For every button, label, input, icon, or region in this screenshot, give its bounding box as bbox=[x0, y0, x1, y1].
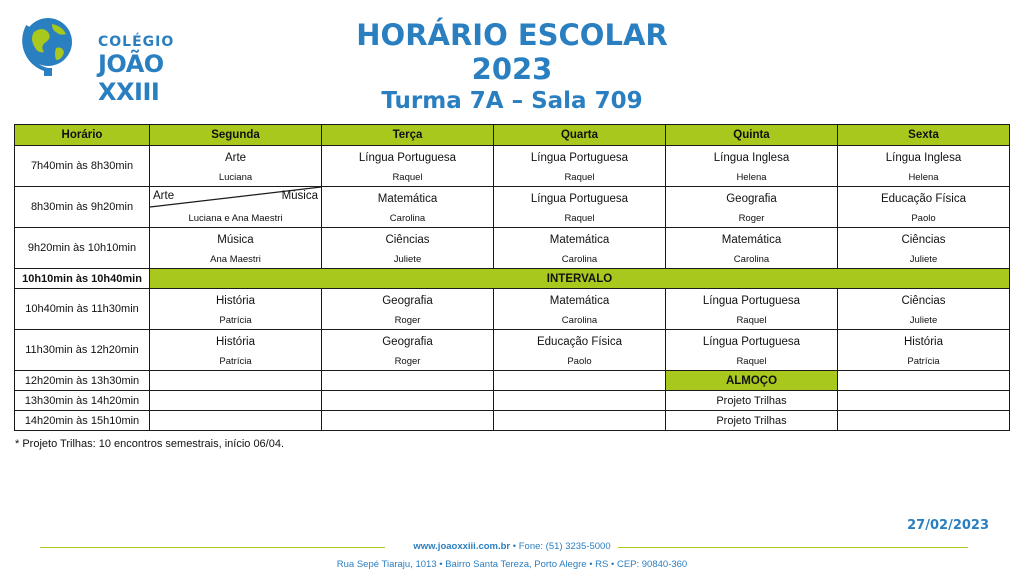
schedule-cell bbox=[150, 330, 322, 371]
empty-cell bbox=[322, 411, 494, 431]
schedule-cell bbox=[494, 289, 666, 330]
schedule-cell bbox=[666, 228, 838, 269]
teacher: Juliete bbox=[909, 314, 938, 326]
teacher: Roger bbox=[394, 355, 421, 367]
subject: Arte bbox=[224, 151, 247, 164]
time-cell: 14h20min às 15h10min bbox=[15, 411, 150, 431]
schedule-cell bbox=[666, 289, 838, 330]
split-subject-left: Arte bbox=[153, 190, 175, 202]
empty-cell bbox=[150, 391, 322, 411]
table-row bbox=[15, 371, 1010, 391]
page-subtitle-text: Turma 7A – Sala 709 bbox=[381, 88, 643, 114]
teacher: Carolina bbox=[389, 212, 426, 224]
footer-address: Rua Sepé Tiaraju, 1013 • Bairro Santa Tereza, Porto Alegre • RS • CEP: 90840-360 bbox=[336, 559, 688, 570]
page-subtitle bbox=[312, 86, 712, 116]
time-cell: 7h40min às 8h30min bbox=[15, 146, 150, 187]
globe-logo-icon bbox=[20, 12, 90, 78]
teacher: Ana Maestri bbox=[210, 253, 261, 265]
interval-cell: INTERVALO bbox=[150, 269, 1010, 289]
subject: Educação Física bbox=[880, 192, 966, 205]
teacher: Patrícia bbox=[219, 314, 252, 326]
page-title-text: HORÁRIO ESCOLAR 2023 bbox=[356, 18, 668, 86]
footer-phone: • Fone: (51) 3235-5000 bbox=[512, 541, 611, 552]
teacher: Helena bbox=[736, 171, 767, 183]
schedule-cell bbox=[322, 187, 494, 228]
subject: Educação Física bbox=[536, 335, 622, 348]
teacher: Juliete bbox=[393, 253, 422, 265]
header-friday: Sexta bbox=[838, 125, 1010, 146]
time-cell: 13h30min às 14h20min bbox=[15, 391, 150, 411]
table-row bbox=[15, 187, 1010, 228]
table-row bbox=[15, 391, 1010, 411]
teacher: Raquel bbox=[564, 212, 595, 224]
subject: Geografia bbox=[726, 192, 777, 205]
subject: Matemática bbox=[549, 233, 610, 246]
page-header bbox=[312, 18, 712, 116]
teacher: Juliete bbox=[909, 253, 938, 265]
schedule-cell bbox=[494, 228, 666, 269]
subject: Língua Portuguesa bbox=[530, 151, 629, 164]
empty-cell bbox=[150, 371, 322, 391]
subject: História bbox=[216, 294, 255, 307]
empty-cell bbox=[322, 391, 494, 411]
teacher: Raquel bbox=[736, 355, 767, 367]
logo-line2: JOÃO XXIII bbox=[98, 50, 164, 106]
teacher: Paolo bbox=[567, 355, 592, 367]
lunch-cell: ALMOÇO bbox=[666, 371, 838, 391]
time-cell: 11h30min às 12h20min bbox=[15, 330, 150, 371]
logo-line1: COLÉGIO bbox=[98, 34, 175, 50]
split-schedule-cell bbox=[150, 187, 322, 228]
header-wednesday: Quarta bbox=[494, 125, 666, 146]
school-logo bbox=[20, 12, 220, 106]
teacher: Patrícia bbox=[907, 355, 940, 367]
subject: Língua Portuguesa bbox=[530, 192, 629, 205]
table-row bbox=[15, 330, 1010, 371]
teacher: Raquel bbox=[392, 171, 423, 183]
time-cell: 12h20min às 13h30min bbox=[15, 371, 150, 391]
header-tuesday: Terça bbox=[322, 125, 494, 146]
table-row bbox=[15, 411, 1010, 431]
time-cell: 10h40min às 11h30min bbox=[15, 289, 150, 330]
empty-cell bbox=[838, 391, 1010, 411]
empty-cell bbox=[494, 391, 666, 411]
time-cell: 10h10min às 10h40min bbox=[15, 269, 150, 289]
subject: Língua Portuguesa bbox=[358, 151, 457, 164]
subject: Ciências bbox=[385, 233, 430, 246]
schedule-cell bbox=[494, 187, 666, 228]
schedule-cell bbox=[494, 330, 666, 371]
header-time: Horário bbox=[15, 125, 150, 146]
document-date: 27/02/2023 bbox=[907, 518, 989, 533]
empty-cell bbox=[494, 411, 666, 431]
teacher: Patrícia bbox=[219, 355, 252, 367]
schedule-cell bbox=[666, 330, 838, 371]
subject: Ciências bbox=[901, 294, 946, 307]
project-cell: Projeto Trilhas bbox=[666, 391, 838, 411]
schedule-cell bbox=[838, 228, 1010, 269]
schedule-cell bbox=[838, 289, 1010, 330]
schedule-cell bbox=[838, 187, 1010, 228]
subject: Matemática bbox=[549, 294, 610, 307]
empty-cell bbox=[494, 371, 666, 391]
schedule-cell bbox=[322, 228, 494, 269]
subject: Geografia bbox=[382, 335, 433, 348]
schedule-cell bbox=[150, 146, 322, 187]
time-cell: 9h20min às 10h10min bbox=[15, 228, 150, 269]
page-title bbox=[312, 18, 712, 86]
teacher: Carolina bbox=[561, 314, 598, 326]
teacher: Roger bbox=[394, 314, 421, 326]
header-monday: Segunda bbox=[150, 125, 322, 146]
schedule-cell bbox=[666, 146, 838, 187]
table-row bbox=[15, 269, 1010, 289]
teacher: Paolo bbox=[911, 212, 936, 224]
empty-cell bbox=[322, 371, 494, 391]
schedule-table bbox=[14, 124, 1010, 431]
footer-website[interactable]: www.joaoxxiii.com.br bbox=[413, 541, 511, 552]
empty-cell bbox=[838, 411, 1010, 431]
subject: Geografia bbox=[382, 294, 433, 307]
footer-contact bbox=[0, 541, 1024, 552]
subject: História bbox=[216, 335, 255, 348]
table-row bbox=[15, 289, 1010, 330]
table-row bbox=[15, 228, 1010, 269]
subject: Ciências bbox=[901, 233, 946, 246]
teacher: Roger bbox=[738, 212, 765, 224]
split-subject-right: Música bbox=[281, 190, 318, 202]
schedule-cell bbox=[666, 187, 838, 228]
table-row bbox=[15, 146, 1010, 187]
header-thursday: Quinta bbox=[666, 125, 838, 146]
footnote: * Projeto Trilhas: 10 encontros semestrais, início 06/04. bbox=[15, 438, 285, 450]
subject: Língua Portuguesa bbox=[702, 335, 801, 348]
subject: História bbox=[904, 335, 943, 348]
split-teacher: Luciana e Ana Maestri bbox=[188, 213, 283, 224]
teacher: Helena bbox=[908, 171, 939, 183]
teacher: Carolina bbox=[561, 253, 598, 265]
schedule-cell bbox=[838, 330, 1010, 371]
empty-cell bbox=[838, 371, 1010, 391]
schedule-cell bbox=[838, 146, 1010, 187]
schedule-cell bbox=[322, 146, 494, 187]
subject: Música bbox=[217, 233, 254, 246]
project-cell: Projeto Trilhas bbox=[666, 411, 838, 431]
subject: Matemática bbox=[377, 192, 438, 205]
subject: Matemática bbox=[721, 233, 782, 246]
schedule-cell bbox=[150, 228, 322, 269]
subject: Língua Portuguesa bbox=[702, 294, 801, 307]
time-cell: 8h30min às 9h20min bbox=[15, 187, 150, 228]
subject: Língua Inglesa bbox=[885, 151, 962, 164]
teacher: Luciana bbox=[218, 171, 253, 183]
schedule-cell bbox=[322, 330, 494, 371]
teacher: Raquel bbox=[564, 171, 595, 183]
teacher: Raquel bbox=[736, 314, 767, 326]
teacher: Carolina bbox=[733, 253, 770, 265]
table-header-row bbox=[15, 125, 1010, 146]
schedule-cell bbox=[150, 289, 322, 330]
schedule-cell bbox=[494, 146, 666, 187]
subject: Língua Inglesa bbox=[713, 151, 790, 164]
schedule-cell bbox=[322, 289, 494, 330]
empty-cell bbox=[150, 411, 322, 431]
